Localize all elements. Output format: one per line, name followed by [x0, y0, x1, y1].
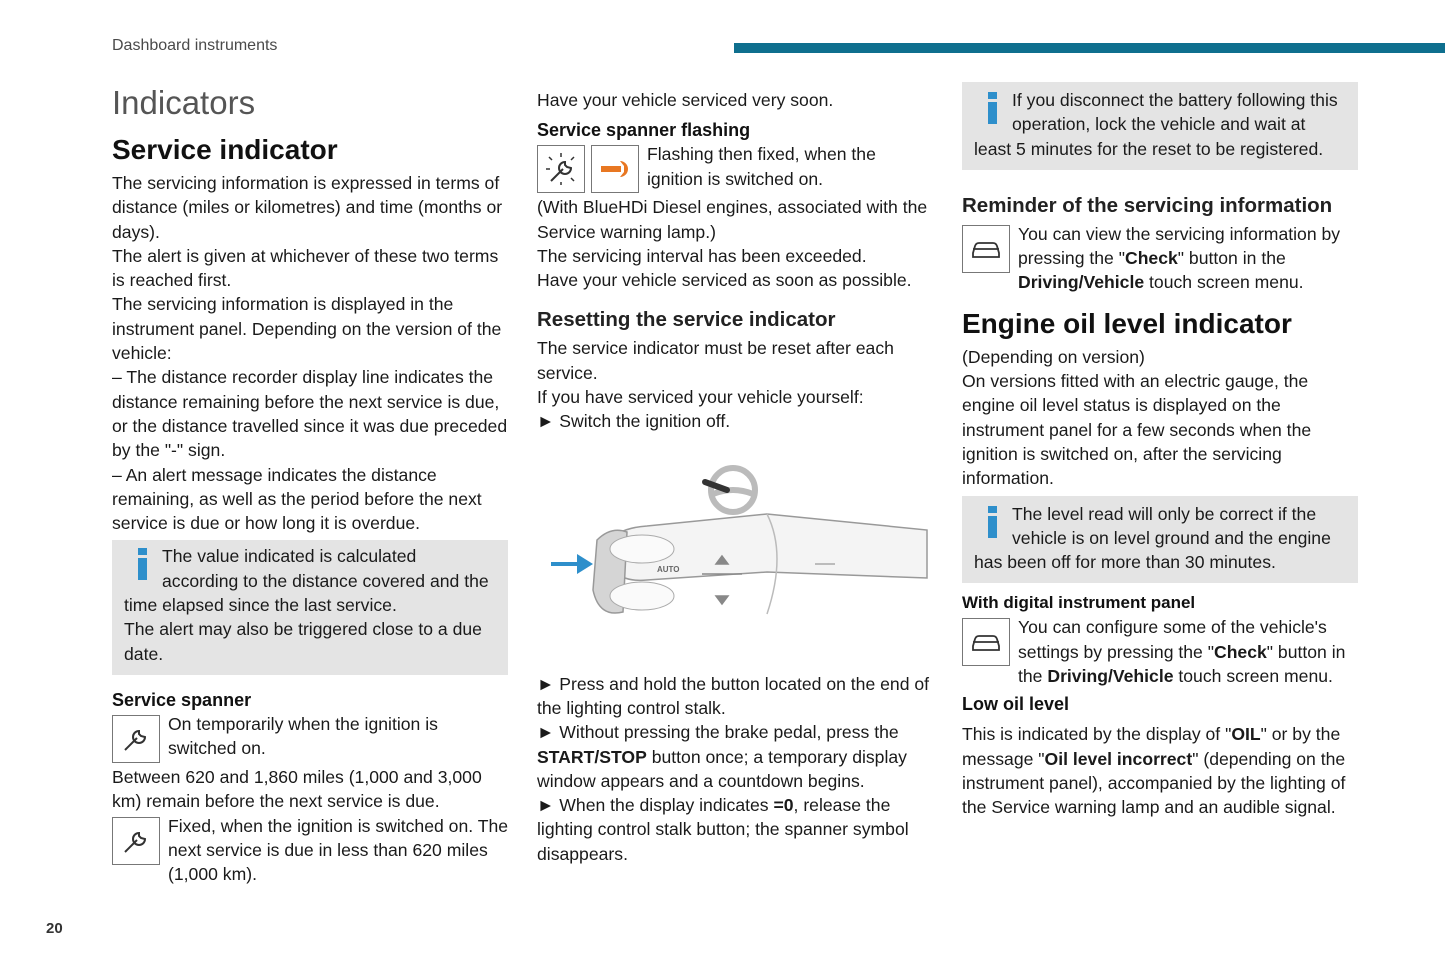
oil-description: On versions fitted with an electric gauge, the engine oil level status is displayed on the instrument panel for a few seconds when the ignition is switched on, after the servicing information.	[962, 371, 1312, 489]
digital-row	[962, 615, 1358, 688]
spanner-between-text: Between 620 and 1,860 miles (1,000 and 3,000 km) remain before the next service is due.	[112, 766, 482, 812]
reset-text: The service indicator must be reset after each service.	[537, 338, 894, 383]
page-number: 20	[46, 920, 63, 937]
header-accent-bar	[734, 43, 1445, 53]
low-oil-title: Low oil level	[962, 694, 1070, 715]
spanner-fixed-text: Fixed, when the ignition is switched on. The next service is due in less than 620 miles (1,000 km).	[168, 815, 508, 885]
column-left	[112, 80, 508, 886]
flashing-text: Flashing then fixed, when the ignition is switched on.	[647, 144, 876, 189]
spanner-temp-text: On temporarily when the ignition is switched on.	[168, 713, 438, 759]
reminder-title: Reminder of the servicing information	[962, 193, 1333, 217]
low-oil-text: This is indicated by the display of "OIL" or by the message "Oil level incorrect" (depending on the instrument panel), accompanied by the lighting of the Service warning lamp and an audible signal.	[962, 724, 1346, 818]
column-middle	[537, 88, 932, 866]
spanner-flashing-title: Service spanner flashing	[537, 120, 751, 141]
reset-step-1: ► Press and hold the button located on the end of the lighting control stalk.	[537, 673, 930, 718]
flashing-row	[537, 142, 932, 195]
column-right	[962, 82, 1358, 820]
spanner-icon	[112, 817, 160, 865]
oil-level-title: Engine oil level indicator	[962, 307, 1292, 339]
header-title: Dashboard instruments	[112, 37, 278, 54]
reminder-row	[962, 222, 1358, 295]
section-title-service-indicator: Service indicator	[112, 134, 338, 165]
reset-text: If you have serviced your vehicle yourself:	[537, 387, 864, 408]
service-spanner-title: Service spanner	[112, 689, 252, 710]
flashing-detail: The servicing interval has been exceeded.	[537, 245, 867, 266]
spanner-icon	[112, 715, 160, 763]
info-note	[112, 540, 508, 674]
battery-note	[962, 82, 1358, 170]
intro-paragraph: The alert is given at whichever of these two terms is reached first.	[112, 245, 499, 291]
info-icon	[984, 92, 1004, 132]
reminder-text: You can view the servicing information by pressing the "Check" button in the Driving/Vehicle touch screen menu.	[1018, 223, 1341, 293]
reset-title: Resetting the service indicator	[537, 308, 836, 332]
steering-wheel-icon	[705, 468, 755, 512]
flashing-detail: Have your vehicle serviced as soon as possible.	[537, 270, 912, 291]
orange-spanner-icon	[591, 145, 639, 193]
oil-version-text: (Depending on version)	[962, 346, 1145, 367]
chapter-title: Indicators	[112, 84, 256, 121]
note-text: The alert may also be triggered close to a due date.	[124, 619, 482, 664]
press-arrow-icon	[551, 554, 593, 574]
oil-note-text: The level read will only be correct if the vehicle is on level ground and the engine has been off for more than 30 minutes.	[974, 503, 1331, 573]
intro-dash-item: – An alert message indicates the distance remaining, as well as the period before the next service is due or how long it is overdue.	[112, 464, 482, 534]
intro-paragraph: The servicing information is expressed in terms of distance (miles or kilometres) and time (months or days).	[112, 173, 503, 242]
reset-step: ► Switch the ignition off.	[537, 411, 731, 432]
intro-paragraph: The servicing information is displayed in the instrument panel. Depending on the version of the vehicle:	[112, 294, 502, 364]
spanner-fixed-row	[112, 814, 508, 887]
flashing-detail: (With BlueHDi Diesel engines, associated with the Service warning lamp.)	[537, 197, 928, 242]
reset-step-3: ► When the display indicates =0, release the lighting control stalk button; the spanner symbol disappears.	[537, 795, 909, 864]
note-text: The value indicated is calculated according to the distance covered and the time elapsed since the last service.	[124, 546, 489, 616]
car-settings-icon	[962, 225, 1010, 273]
oil-note	[962, 496, 1358, 584]
serviced-soon-text: Have your vehicle serviced very soon.	[537, 90, 834, 110]
spanner-temp-row	[112, 712, 508, 765]
digital-panel-title: With digital instrument panel	[962, 593, 1196, 613]
battery-note-text: If you disconnect the battery following this operation, lock the vehicle and wait at least 5 minutes for the reset to be registered.	[974, 90, 1338, 159]
lighting-stalk	[593, 514, 927, 614]
car-settings-icon	[962, 618, 1010, 666]
digital-text: You can configure some of the vehicle's settings by pressing the "Check" button in the Driving/Vehicle touch screen menu.	[1018, 617, 1346, 687]
intro-dash-item: – The distance recorder display line indicates the distance remaining before the next service is due, or the distance travelled since it was due preceded by the "-" sign.	[112, 367, 508, 461]
flashing-spanner-icon	[537, 145, 585, 193]
auto-label: AUTO	[657, 564, 680, 574]
info-icon	[984, 506, 1004, 546]
lighting-stalk-illustration	[537, 444, 932, 664]
reset-step-2: ► Without pressing the brake pedal, press the START/STOP button once; a temporary display window appears and a countdown begins.	[537, 722, 907, 791]
info-icon	[134, 548, 154, 588]
